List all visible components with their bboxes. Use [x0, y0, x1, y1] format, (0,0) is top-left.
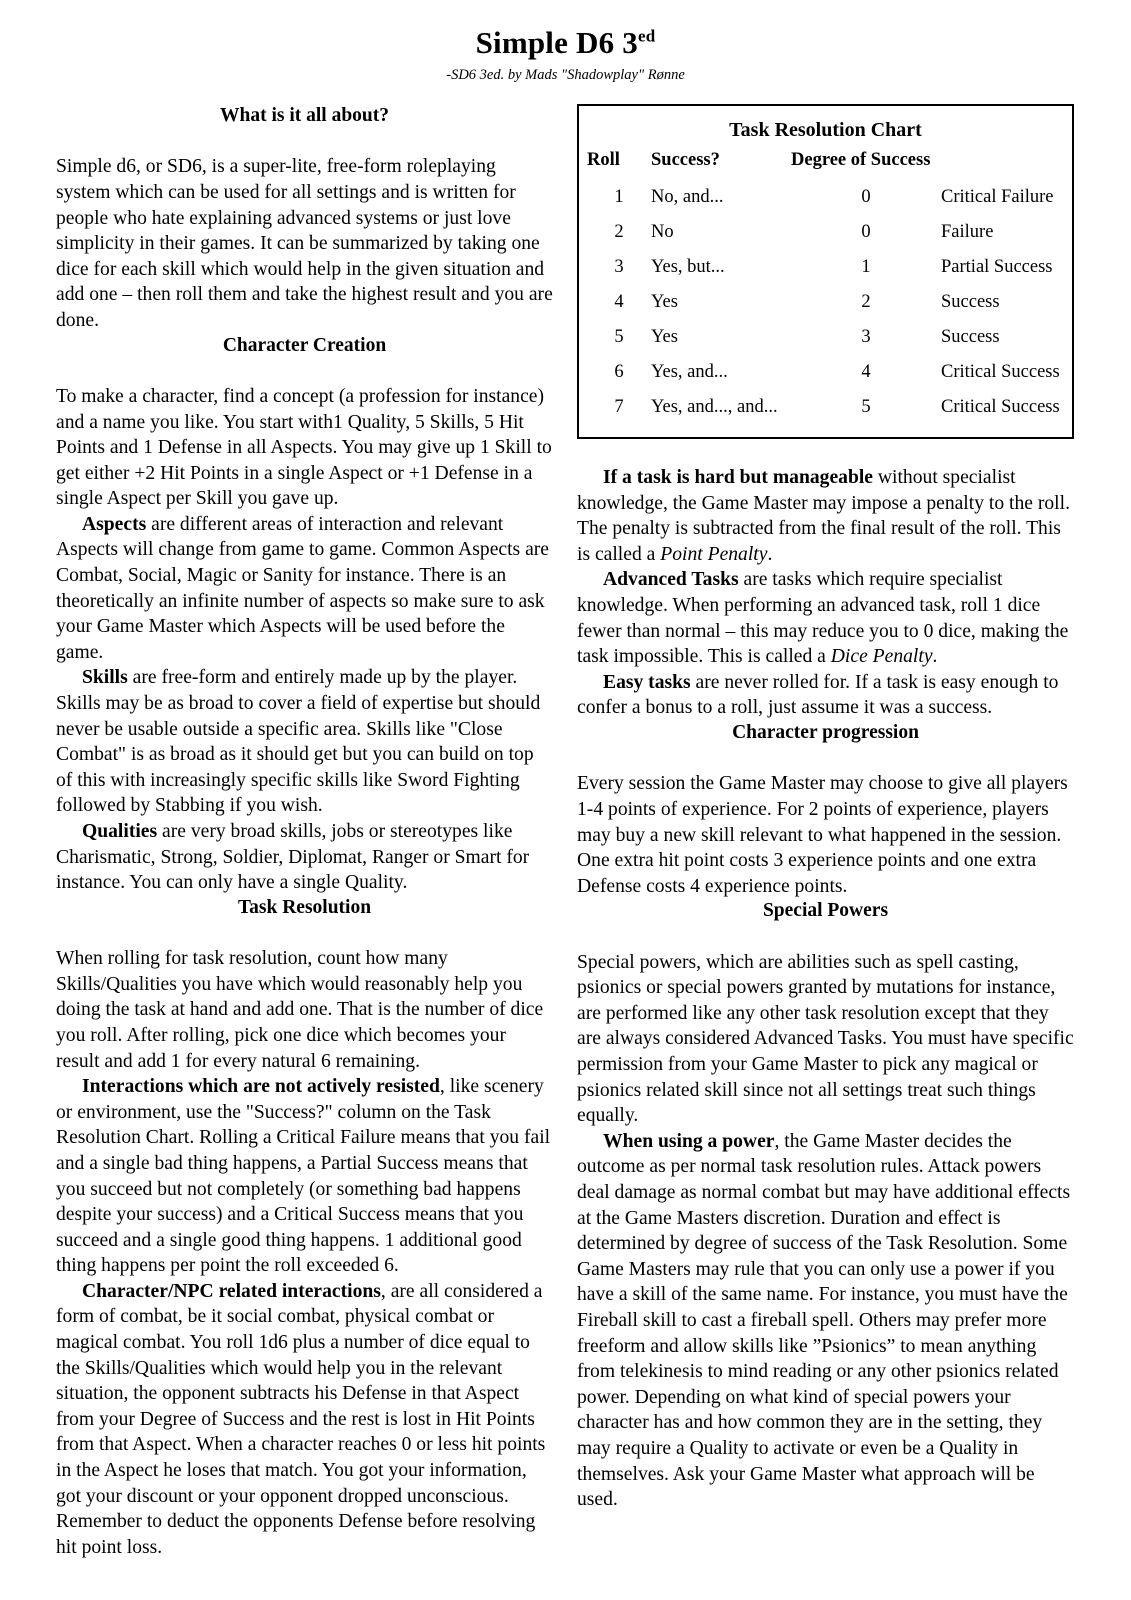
lead-in-hard-task: If a task is hard but manageable — [603, 467, 873, 488]
chart-title: Task Resolution Chart — [729, 119, 922, 141]
heading-special-powers: Special Powers — [762, 900, 889, 922]
table-row — [587, 285, 1064, 320]
cell-roll: 2 — [614, 222, 624, 242]
cell-success: No — [651, 222, 674, 242]
cell-result: Failure — [941, 222, 994, 242]
paragraph-hard-task-end: . — [767, 543, 773, 565]
paragraph-easy-tasks-text: are never rolled for. If a task is easy enough to confer a bonus to a roll, just assume it was a success. — [577, 671, 1059, 719]
paragraph-skills-text: are free-form and entirely made up by the player. Skills may be as broad to cover a field of expertise but should never be usable outside a specific area. Skills like "Close Combat" is as broad as it should get but you can build on top of this with increasingly specific skills like Sword Fighting followed by Stabbing if you wish. — [56, 667, 541, 817]
page-subtitle: -SD6 3ed. by Mads "Shadowplay" Rønne — [446, 67, 685, 84]
heading-what-is-it-all-about: What is it all about? — [219, 105, 390, 126]
paragraph-aspects — [56, 512, 553, 666]
cell-degree: 5 — [861, 397, 871, 417]
two-column-body — [0, 104, 1131, 1560]
cell-roll: 7 — [614, 397, 624, 417]
cell-success: Yes — [651, 327, 678, 347]
paragraph-easy-tasks — [577, 670, 1074, 721]
cell-degree: 0 — [861, 187, 871, 207]
paragraph-using-a-power-text: , the Game Master decides the outcome as per normal task resolution rules. Attack powers deal damage as normal combat but may have additional effects at the Game Masters discretion. Duration and effect is determined by degree of success of the Task Resolution. Some Game Masters may rule that you can only use a power if you have a skill of the same name. For instance, you must have the Fireball skill to cast a fireball spell. Others may prefer more freeform and allow skills like ”Psionics” to mean anything from telekinesis to mind reading or any other psionics related power. Depending on what kind of special powers your character has and how common they are in the setting, they may require a Quality to activate or even be a Quality in themselves. Ask your Game Master what approach will be used. — [577, 1130, 1071, 1511]
cell-result: Success — [941, 292, 1000, 312]
cell-roll: 6 — [614, 362, 624, 382]
paragraph-character-progression: Every session the Game Master may choose to give all players 1-4 points of experience. For 2 points of experience, players may buy a new skill relevant to what happened in the session. One extra hit point costs 3 experience points and one extra Defense costs 4 experience points. — [577, 773, 1068, 897]
paragraph-skills — [56, 665, 553, 819]
paragraph-qualities — [56, 819, 553, 896]
cell-degree: 4 — [861, 362, 871, 382]
column-header-result — [941, 150, 1064, 180]
page-title — [0, 26, 1131, 60]
cell-success: Yes, but... — [651, 257, 725, 277]
term-point-penalty: Point Penalty — [660, 543, 768, 565]
paragraph-advanced-tasks-end: . — [932, 646, 938, 668]
cell-result: Critical Success — [941, 362, 1060, 382]
cell-success: No, and... — [651, 187, 724, 207]
cell-success: Yes, and..., and... — [651, 397, 778, 417]
cell-result: Success — [941, 327, 1000, 347]
paragraph-character-npc-interactions — [56, 1279, 553, 1561]
lead-in-easy-tasks: Easy tasks — [603, 671, 691, 693]
table-row — [587, 320, 1064, 355]
column-header-success: Success? — [651, 150, 720, 170]
lead-in-character-npc: Character/NPC related interactions — [82, 1280, 381, 1302]
title-block — [0, 0, 1131, 84]
paragraph-using-a-power — [577, 1129, 1074, 1513]
column-header-degree-of-success: Degree of Success — [791, 150, 931, 170]
lead-in-interactions: Interactions which are not actively resisted — [82, 1076, 440, 1098]
cell-result: Critical Success — [941, 397, 1060, 417]
paragraph-special-powers-intro: Special powers, which are abilities such as spell casting, psionics or special powers granted by mutations for instance, are performed like any other task resolution except that they are always considered Advanced Tasks. You must have specific permission from your Game Master to pick any magical or psionics related skill since not all settings treat such things equally. — [577, 951, 1074, 1127]
table-row — [587, 390, 1064, 425]
table-row — [587, 355, 1064, 390]
paragraph-advanced-tasks-text: are tasks which require specialist knowledge. When performing an advanced task, roll 1 dice fewer than normal – this may reduce you to 0 dice, making the task impossible. This is called a — [577, 569, 1069, 668]
cell-roll: 3 — [614, 257, 624, 277]
term-dice-penalty: Dice Penalty — [830, 646, 933, 668]
paragraph-advanced-tasks — [577, 567, 1074, 669]
cell-result: Critical Failure — [941, 187, 1054, 207]
cell-degree: 1 — [861, 257, 871, 277]
cell-roll: 4 — [614, 292, 624, 312]
paragraph-task-resolution-intro: When rolling for task resolution, count how many Skills/Qualities you have which would reasonably help you doing the task at hand and add one. That is the number of dice you roll. After rolling, pick one dice which becomes your result and add 1 for every natural 6 remaining. — [56, 948, 544, 1072]
paragraph-qualities-text: are very broad skills, jobs or stereotypes like Charismatic, Strong, Soldier, Diplomat, Ranger or Smart for instance. You can only have a single Quality. — [56, 821, 530, 894]
paragraph-hard-but-manageable — [577, 465, 1074, 567]
cell-degree: 0 — [861, 222, 871, 242]
table-row — [587, 250, 1064, 285]
paragraph-character-creation-intro: To make a character, find a concept (a profession for instance) and a name you like. You start with1 Quality, 5 Skills, 5 Hit Points and 1 Defense in all Aspects. You may give up 1 Skill to get either +2 Hit Points in a single Aspect or +1 Defense in a single Aspect per Skill you gave up. — [56, 385, 552, 510]
cell-result: Partial Success — [941, 257, 1053, 277]
title-main-text: Simple D6 3 — [475, 25, 638, 60]
title-superscript: ed — [637, 26, 656, 46]
cell-roll: 5 — [614, 327, 624, 347]
task-resolution-chart — [577, 104, 1074, 439]
heading-character-creation: Character Creation — [222, 334, 387, 356]
lead-in-skills: Skills — [82, 667, 128, 689]
cell-success: Yes, and... — [651, 362, 728, 382]
table-header-row — [587, 150, 1064, 180]
cell-degree: 2 — [861, 292, 871, 312]
cell-success: Yes — [651, 292, 678, 312]
task-resolution-table — [587, 150, 1064, 425]
lead-in-using-a-power: When using a power — [603, 1130, 775, 1152]
table-row — [587, 215, 1064, 250]
lead-in-aspects: Aspects — [82, 513, 147, 535]
cell-roll: 1 — [614, 187, 624, 207]
left-column — [56, 104, 553, 1560]
lead-in-advanced-tasks: Advanced Tasks — [603, 569, 739, 591]
paragraph-character-npc-text: , are all considered a form of combat, be it social combat, physical combat or magical combat. You roll 1d6 plus a number of dice equal to the Skills/Qualities which would help you in the relevant situation, the opponent subtracts his Defense in that Aspect from your Degree of Success and the rest is lost in Hit Points from that Aspect. When a character reaches 0 or less hit points in the Aspect he loses that match. You got your information, got your discount or your opponent dropped unconscious. Remember to deduct the opponents Defense before resolving hit point loss. — [56, 1280, 546, 1558]
paragraph-interactions-text: , like scenery or environment, use the "Success?" column on the Task Resolution Chart. Rolling a Critical Failure means that you fail and a single bad thing happens, a Partial Success means that you succeed but not completely (or something bad happens despite your success) and a Critical Success means that you succeed and a single good thing happens. 1 additional good thing happens per point the roll exceeded 6. — [56, 1076, 551, 1277]
heading-task-resolution: Task Resolution — [237, 896, 372, 918]
paragraph-intro: Simple d6, or SD6, is a super-lite, free-form roleplaying system which can be used for all settings and is written for people who hate explaining advanced systems or just love simplicity in their games. It can be summarized by taking one dice for each skill which would help in the given situation and add one – then roll them and take the highest result and you are done. — [56, 156, 553, 331]
paragraph-interactions-not-resisted — [56, 1074, 553, 1279]
heading-character-progression: Character progression — [732, 721, 919, 743]
lead-in-qualities: Qualities — [82, 821, 158, 842]
column-header-roll: Roll — [587, 150, 620, 170]
cell-degree: 3 — [861, 327, 871, 347]
paragraph-hard-task-text: without specialist knowledge, the Game Master may impose a penalty to the roll. The penalty is subtracted from the final result of the roll. This is called a — [577, 467, 1070, 565]
right-column — [577, 104, 1074, 1560]
table-row — [587, 180, 1064, 215]
paragraph-aspects-text: are different areas of interaction and relevant Aspects will change from game to game. Common Aspects are Combat, Social, Magic or Sanity for instance. There is an theoretically an infinite number of aspects so make sure to ask your Game Master which Aspects will be used before the game. — [56, 513, 549, 663]
